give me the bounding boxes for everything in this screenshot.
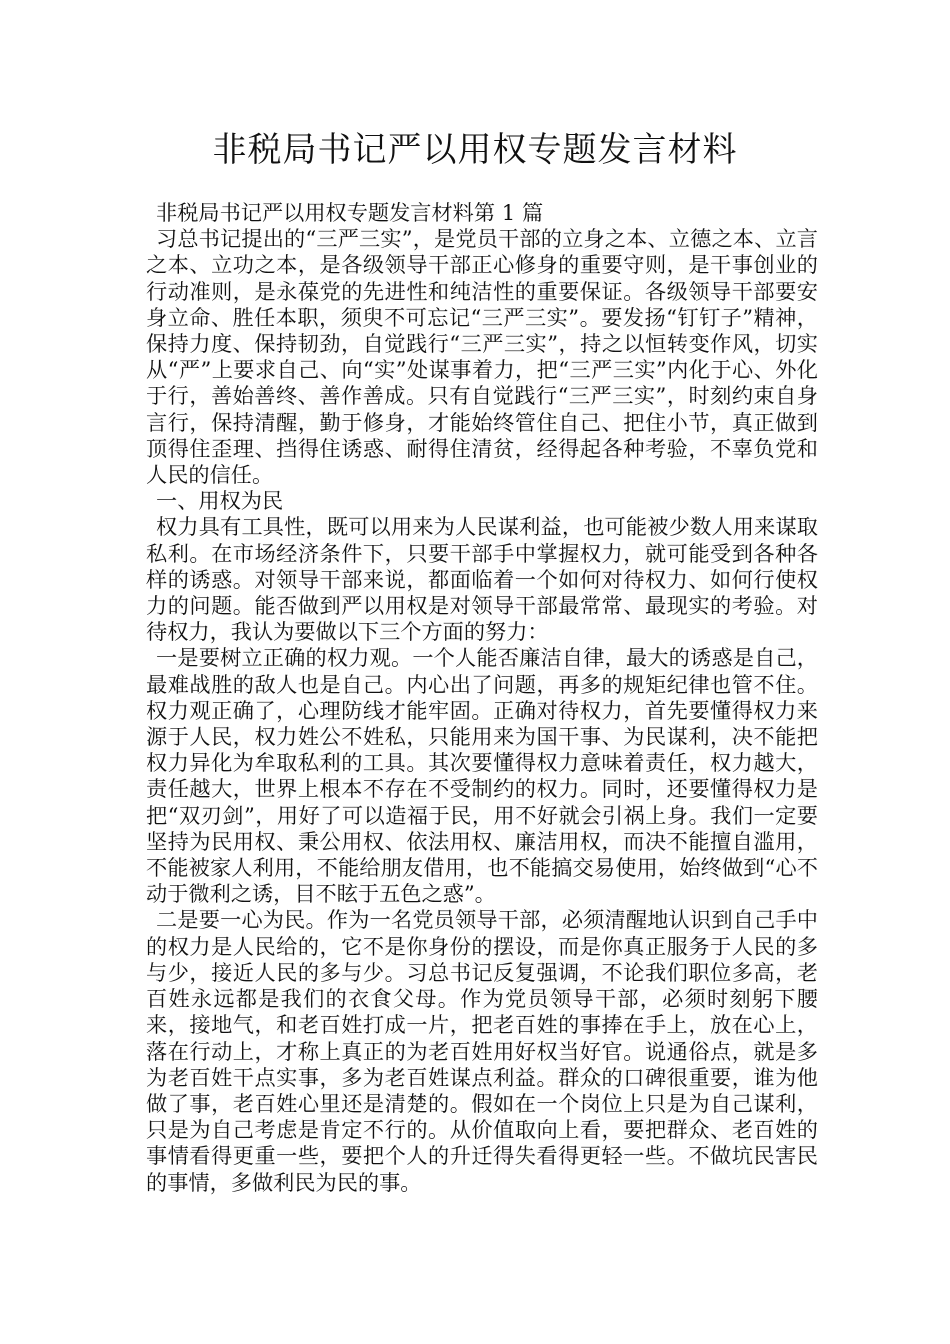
document-body xyxy=(146,200,818,1196)
body-paragraph: 二是要一心为民。作为一名党员领导干部，必须清醒地认识到自己手中的权力是人民给的，它不是你身份的摆设，而是你真正服务于人民的多与少，接近人民的多与少。习总书记反复强调，不论我们职位多高，老百姓永远都是我们的衣食父母。作为党员领导干部，必须时刻躬下腰来，接地气，和老百姓打成一片，把老百姓的事捧在手上，放在心上，落在行动上，才称上真正的为老百姓用好权当好官。说通俗点，就是多为老百姓干点实事，多为老百姓谋点利益。群众的口碑很重要，谁为他做了事，老百姓心里还是清楚的。假如在一个岗位上只是为自己谋利，只是为自己考虑是肯定不行的。从价值取向上看，要把群众、老百姓的事情看得更重一些，要把个人的升迁得失看得更轻一些。不做坑民害民的事情，多做利民为民的事。 xyxy=(146,907,818,1195)
document-title: 非税局书记严以用权专题发言材料 xyxy=(212,130,738,170)
body-paragraph: 权力具有工具性，既可以用来为人民谋利益，也可能被少数人用来谋取私利。在市场经济条件下，只要干部手中掌握权力，就可能受到各种各样的诱惑。对领导干部来说，都面临着一个如何对待权力、如何行使权力的问题。能否做到严以用权是对领导干部最常常、最现实的考验。对待权力，我认为要做以下三个方面的努力： xyxy=(146,514,818,645)
body-paragraph: 一是要树立正确的权力观。一个人能否廉洁自律，最大的诱惑是自己，最难战胜的敌人也是自己。内心出了问题，再多的规矩纪律也管不住。权力观正确了，心理防线才能牢固。正确对待权力，首先要懂得权力来源于人民，权力姓公不姓私，只能用来为国干事、为民谋利，决不能把权力异化为牟取私利的工具。其次要懂得权力意味着责任，权力越大，责任越大，世界上根本不存在不受制约的权力。同时，还要懂得权力是把“双刃剑”，用好了可以造福于民，用不好就会引祸上身。我们一定要坚持为民用权、秉公用权、依法用权、廉洁用权，而决不能擅自滥用，不能被家人利用，不能给朋友借用，也不能搞交易使用，始终做到“心不动于微利之诱，目不眩于五色之惑”。 xyxy=(146,645,818,907)
section-heading: 一、用权为民 xyxy=(156,488,284,514)
intro-paragraph: 习总书记提出的“三严三实”，是党员干部的立身之本、立德之本、立言之本、立功之本，是各级领导干部正心修身的重要守则，是干事创业的行动准则，是永葆党的先进性和纯洁性的重要保证。各级领导干部要安身立命、胜任本职，须臾不可忘记“三严三实”。要发扬“钉钉子”精神，保持力度、保持韧劲，自觉践行“三严三实”，持之以恒转变作风，切实从“严”上要求自己、向“实”处谋事着力，把“三严三实”内化于心、外化于行，善始善终、善作善成。只有自觉践行“三严三实”，时刻约束自身言行，保持清醒，勤于修身，才能始终管住自己、把住小节，真正做到顶得住歪理、挡得住诱惑、耐得住清贫，经得起各种考验，不辜负党和人民的信任。 xyxy=(146,226,818,488)
article-subtitle: 非税局书记严以用权专题发言材料第 1 篇 xyxy=(156,200,544,225)
